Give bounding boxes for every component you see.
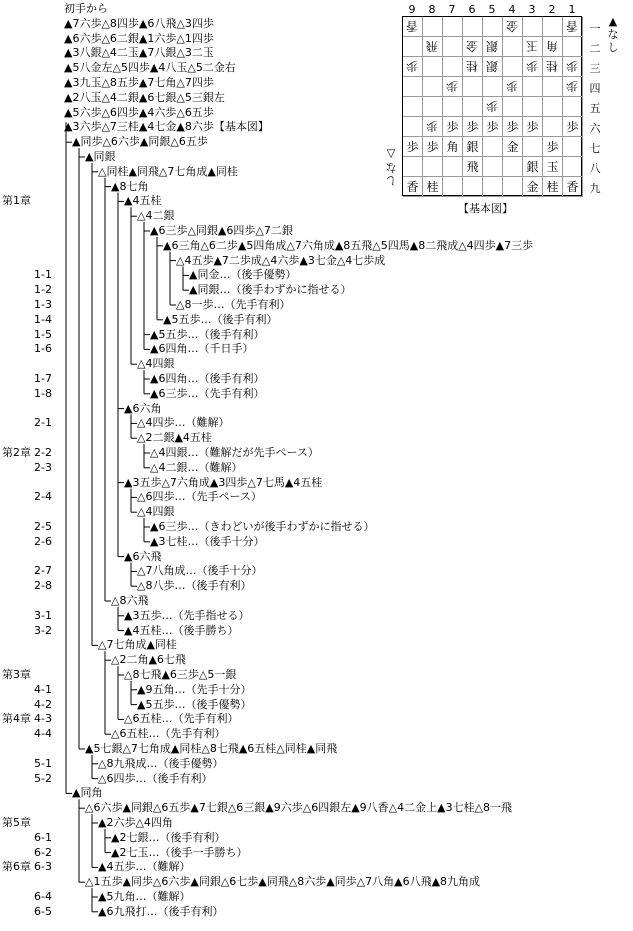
variation-label: 4-4 bbox=[34, 727, 52, 741]
variation-label: 1-5 bbox=[34, 327, 52, 341]
board-square bbox=[503, 157, 523, 177]
variation-label: 2-4 bbox=[34, 490, 52, 504]
tree-node: △2二銀▲4五桂 bbox=[137, 431, 212, 445]
piece: 香 bbox=[566, 180, 579, 194]
board-square bbox=[563, 17, 583, 37]
tree-node: ▲8七角 bbox=[111, 179, 149, 193]
piece: 歩 bbox=[506, 79, 519, 93]
piece: 玉 bbox=[546, 160, 559, 174]
board-square bbox=[403, 17, 423, 37]
file-number: 4 bbox=[508, 3, 516, 16]
rank-number: 一 bbox=[589, 22, 601, 35]
board-square bbox=[523, 77, 543, 97]
tree-node: ▲5五歩…（後手有利） bbox=[150, 327, 265, 341]
tree-node: ▲6六角 bbox=[124, 401, 162, 415]
variation-label: 1-3 bbox=[34, 298, 52, 311]
piece: 飛 bbox=[466, 160, 479, 174]
board-caption: 【基本図】 bbox=[458, 202, 513, 215]
opening-line: ▲7六歩△8四歩▲6八飛△3四歩 bbox=[64, 16, 214, 30]
file-number: 8 bbox=[428, 3, 436, 16]
tree-node: ▲2七玉…（後手一手勝ち） bbox=[111, 845, 248, 859]
piece: 歩 bbox=[566, 59, 579, 73]
opening-line: ▲2八玉△4二銀▲6七銀△5三銀左 bbox=[64, 90, 225, 104]
tree-node: △7七角成▲同桂 bbox=[98, 638, 177, 652]
board-square bbox=[423, 97, 443, 117]
opening-line: ▲3六歩△7三桂▲4七金▲8六歩【基本図】 bbox=[64, 120, 269, 134]
board-square bbox=[503, 77, 523, 97]
board-square bbox=[523, 97, 543, 117]
board-square bbox=[543, 177, 563, 197]
board-square bbox=[543, 117, 563, 137]
piece: 歩 bbox=[406, 140, 419, 154]
tree-node: △8一歩…（先手有利） bbox=[176, 298, 291, 311]
piece: 歩 bbox=[506, 120, 519, 134]
piece: 歩 bbox=[566, 120, 579, 134]
piece: 歩 bbox=[486, 120, 499, 134]
piece: 金 bbox=[526, 180, 539, 194]
sente-hand-char: ▲ bbox=[608, 15, 618, 28]
board-square bbox=[403, 57, 423, 77]
board-square bbox=[463, 17, 483, 37]
variation-label: 2-6 bbox=[34, 534, 52, 548]
file-number: 2 bbox=[548, 3, 556, 16]
board-square bbox=[563, 117, 583, 137]
variation-label: 6-4 bbox=[34, 890, 52, 903]
board-square bbox=[543, 77, 563, 97]
tree-node: △8九飛成…（後手優勢） bbox=[98, 756, 224, 770]
board-square bbox=[423, 157, 443, 177]
board-square bbox=[403, 77, 423, 97]
tree-node: △7八角成…（後手十分） bbox=[137, 564, 263, 578]
tree-node: △4二銀 bbox=[137, 209, 175, 223]
piece: 金 bbox=[506, 140, 519, 154]
piece: 歩 bbox=[566, 79, 579, 93]
file-number: 5 bbox=[488, 3, 496, 16]
tree-node: △6五桂…（先手有利） bbox=[124, 712, 239, 726]
variation-label: 6-3 bbox=[34, 860, 52, 874]
board-square bbox=[443, 97, 463, 117]
board-square bbox=[463, 137, 483, 157]
tree-node: ▲5七銀△7七角成▲同桂△8七飛▲6五桂△同桂▲同飛 bbox=[85, 742, 338, 755]
chapter-label: 第3章 bbox=[2, 668, 31, 681]
board-square bbox=[403, 97, 423, 117]
board-square bbox=[503, 37, 523, 57]
chapter-label: 第2章 bbox=[2, 446, 31, 459]
board-square bbox=[483, 137, 503, 157]
variation-label: 6-1 bbox=[34, 830, 52, 844]
rank-number: 二 bbox=[589, 42, 601, 55]
board-square bbox=[423, 77, 443, 97]
tree-node: ▲同銀…（後手わずかに指せる） bbox=[189, 283, 352, 297]
piece: 歩 bbox=[426, 119, 439, 133]
tree-node: △4四歩…（難解） bbox=[137, 416, 230, 430]
piece: 歩 bbox=[426, 140, 439, 154]
piece: 香 bbox=[406, 19, 419, 33]
piece: 歩 bbox=[546, 140, 559, 154]
piece: 玉 bbox=[526, 39, 539, 53]
board-square bbox=[463, 157, 483, 177]
board-square bbox=[563, 97, 583, 117]
tree-node: ▲5五歩…（後手有利） bbox=[163, 312, 278, 326]
variation-label: 6-5 bbox=[34, 904, 52, 918]
variation-label: 4-1 bbox=[34, 682, 52, 696]
shogi-board bbox=[402, 16, 582, 196]
chapter-label: 第4章 bbox=[2, 712, 31, 726]
piece: 銀 bbox=[526, 160, 539, 174]
board-square bbox=[443, 137, 463, 157]
rank-number: 七 bbox=[589, 142, 601, 155]
gote-hand-char: な bbox=[385, 161, 397, 174]
tree-node: △4四銀…（難解だが先手ペース） bbox=[150, 446, 319, 459]
tree-node: ▲3五歩△7六角成▲3四歩△7七馬▲4五桂 bbox=[124, 475, 323, 489]
board-square bbox=[403, 117, 423, 137]
tree-node: △8八歩…（後手有利） bbox=[137, 579, 252, 593]
rank-number: 四 bbox=[589, 82, 601, 95]
piece: 金 bbox=[506, 19, 519, 33]
tree-node: ▲同金…（後手優勢） bbox=[189, 268, 297, 282]
variation-label: 1-6 bbox=[34, 342, 52, 356]
piece: 桂 bbox=[426, 180, 439, 194]
board-square bbox=[463, 97, 483, 117]
tree-node: △4四銀 bbox=[137, 357, 175, 371]
board-square bbox=[503, 117, 523, 137]
opening-line: ▲5八金左△5四歩▲4八玉△5二金右 bbox=[64, 61, 236, 75]
tree-node: ▲同角 bbox=[72, 786, 103, 800]
variation-label: 1-4 bbox=[34, 312, 52, 326]
variation-label: 5-2 bbox=[34, 771, 52, 785]
tree-node: ▲4五桂…（後手勝ち） bbox=[124, 623, 239, 637]
tree-node: ▲4五桂 bbox=[124, 194, 162, 208]
tree-node: △4五歩▲7二歩成△4六歩▲3七金△4七歩成 bbox=[176, 253, 386, 267]
tree-node: △4二銀…（難解） bbox=[150, 460, 243, 474]
chapter-label: 第1章 bbox=[2, 194, 31, 208]
board-square bbox=[543, 57, 563, 77]
variation-label: 3-2 bbox=[34, 623, 52, 637]
board-square bbox=[443, 57, 463, 77]
variation-label: 6-2 bbox=[34, 845, 52, 859]
piece: 歩 bbox=[526, 59, 539, 73]
board-square bbox=[503, 57, 523, 77]
board-square bbox=[463, 77, 483, 97]
board-square bbox=[483, 57, 503, 77]
board-square bbox=[543, 97, 563, 117]
board-square bbox=[543, 137, 563, 157]
board-square bbox=[523, 37, 543, 57]
board-square bbox=[423, 177, 443, 197]
board-square bbox=[563, 77, 583, 97]
board-square bbox=[443, 17, 463, 37]
opening-line: ▲3八銀△4二玉▲7八銀△3二玉 bbox=[64, 46, 214, 60]
file-number: 6 bbox=[468, 3, 476, 16]
tree-node: ▲6三角△6二歩▲5四角成△7六角成▲8五飛△5四馬▲8二飛成△4四歩▲7三歩 bbox=[163, 238, 534, 252]
piece: 香 bbox=[566, 19, 579, 33]
piece: 歩 bbox=[446, 79, 459, 93]
board-square bbox=[563, 37, 583, 57]
piece: 歩 bbox=[466, 120, 479, 134]
tree-node: △同桂▲同飛△7七角成▲同桂 bbox=[98, 164, 238, 178]
tree-node: △8六飛 bbox=[111, 594, 149, 607]
piece: 香 bbox=[406, 180, 419, 194]
piece: 銀 bbox=[486, 39, 499, 53]
board-square bbox=[483, 117, 503, 137]
board-square bbox=[463, 177, 483, 197]
tree-node: △4四銀 bbox=[137, 505, 175, 519]
chapter-label: 第6章 bbox=[2, 860, 31, 874]
piece: 桂 bbox=[546, 180, 559, 194]
variation-label: 2-1 bbox=[34, 416, 52, 430]
tree-node: △6四歩…（後手有利） bbox=[98, 771, 213, 785]
tree-node: ▲2六歩△4四角 bbox=[98, 816, 173, 829]
tree-node: ▲3七桂…（後手十分） bbox=[150, 534, 265, 548]
opening-line: ▲3九玉△8五歩▲7七角△7四歩 bbox=[64, 76, 214, 89]
tree-node: △8七飛▲6三歩△5一銀 bbox=[124, 668, 237, 681]
tree-node: △6五桂…（先手有利） bbox=[111, 727, 226, 741]
piece: 角 bbox=[546, 39, 559, 53]
tree-node: △2二角▲6七飛 bbox=[111, 653, 186, 667]
variation-label: 2-7 bbox=[34, 564, 52, 578]
tree-node: ▲6三歩…（きわどいが後手わずかに指せる） bbox=[150, 520, 375, 533]
sente-hand-char: な bbox=[607, 28, 619, 41]
board-square bbox=[443, 37, 463, 57]
board-square bbox=[503, 177, 523, 197]
board-square bbox=[463, 117, 483, 137]
rank-number: 八 bbox=[589, 162, 601, 175]
tree-node: ▲6三歩…（先手有利） bbox=[150, 386, 265, 400]
tree-node: △6四歩…（先手ペース） bbox=[137, 490, 262, 504]
board-square bbox=[403, 37, 423, 57]
tree-node: ▲9五角…（先手十分） bbox=[137, 682, 252, 696]
tree-node: △6六歩▲同銀△6五歩▲7七銀△6三銀▲9六歩△6四銀左▲9八香△4二金上▲3七桂△8一飛 bbox=[85, 801, 513, 815]
tree-node: ▲6六飛 bbox=[124, 549, 162, 563]
board-square bbox=[543, 17, 563, 37]
board-square bbox=[423, 117, 443, 137]
board-square bbox=[523, 17, 543, 37]
piece: 歩 bbox=[526, 120, 539, 134]
board-square bbox=[423, 37, 443, 57]
board-square bbox=[523, 157, 543, 177]
sente-hand-char: し bbox=[607, 41, 619, 54]
board-square bbox=[423, 137, 443, 157]
tree-node: ▲5九角…（難解） bbox=[98, 890, 191, 903]
rank-number: 三 bbox=[589, 62, 601, 75]
variation-label: 3-1 bbox=[34, 608, 52, 622]
tree-node: ▲6三歩△同銀▲6四歩△7二銀 bbox=[150, 224, 293, 237]
board-square bbox=[443, 157, 463, 177]
board-square bbox=[523, 117, 543, 137]
variation-label: 1-8 bbox=[34, 386, 52, 400]
board-square bbox=[563, 177, 583, 197]
tree-node: ▲同歩△6六歩▲同銀△6五歩 bbox=[72, 135, 208, 149]
board-square bbox=[543, 37, 563, 57]
gote-hand-char: △ bbox=[386, 148, 396, 161]
board-square bbox=[423, 17, 443, 37]
piece: 桂 bbox=[466, 59, 479, 73]
board-square bbox=[483, 17, 503, 37]
variation-label: 5-1 bbox=[34, 756, 52, 770]
file-number: 9 bbox=[408, 3, 416, 16]
tree-node: ▲6四角…（千日手） bbox=[150, 342, 254, 356]
tree-node: ▲3五歩…（先手指せる） bbox=[124, 608, 250, 622]
board-square bbox=[443, 117, 463, 137]
variation-label: 2-2 bbox=[34, 446, 52, 459]
piece: 歩 bbox=[406, 59, 419, 73]
variation-label: 1-7 bbox=[34, 372, 52, 385]
variation-label: 2-5 bbox=[34, 520, 52, 533]
board-square bbox=[463, 37, 483, 57]
opening-line: ▲6六歩△6二銀▲1六歩△1四歩 bbox=[64, 31, 214, 45]
board-square bbox=[483, 77, 503, 97]
file-number: 7 bbox=[448, 3, 456, 16]
rank-number: 五 bbox=[589, 102, 601, 115]
piece: 金 bbox=[466, 39, 479, 53]
piece: 歩 bbox=[486, 99, 499, 113]
rank-number: 六 bbox=[589, 122, 601, 135]
piece: 歩 bbox=[446, 120, 459, 134]
board-square bbox=[503, 97, 523, 117]
board-square bbox=[483, 157, 503, 177]
opening-line: ▲5六歩△6四歩▲4六歩△6五歩 bbox=[64, 105, 214, 119]
tree-node: ▲2七銀…（後手有利） bbox=[111, 830, 226, 844]
piece: 銀 bbox=[466, 140, 479, 154]
tree-node: △1五歩▲同歩△6六歩▲同銀△6七歩▲同飛△8六歩▲同歩△7八角▲6八飛▲8九角成 bbox=[85, 875, 481, 889]
file-number: 1 bbox=[568, 3, 576, 16]
board-square bbox=[563, 137, 583, 157]
board-square bbox=[543, 157, 563, 177]
board-square bbox=[443, 177, 463, 197]
tree-node: ▲同銀 bbox=[85, 150, 116, 163]
board-square bbox=[483, 177, 503, 197]
chapter-label: 第5章 bbox=[2, 816, 31, 829]
board-square bbox=[523, 57, 543, 77]
variation-label: 4-2 bbox=[34, 697, 52, 711]
variation-label: 4-3 bbox=[34, 712, 52, 726]
rank-number: 九 bbox=[589, 182, 601, 195]
board-square bbox=[403, 137, 423, 157]
variation-label: 1-1 bbox=[34, 268, 52, 282]
tree-node: ▲4五歩…（難解） bbox=[98, 860, 191, 874]
variation-label: 1-2 bbox=[34, 283, 52, 297]
board-square bbox=[563, 157, 583, 177]
board-square bbox=[503, 17, 523, 37]
board-square bbox=[443, 77, 463, 97]
board-square bbox=[523, 177, 543, 197]
variation-label: 2-8 bbox=[34, 579, 52, 593]
file-number: 3 bbox=[528, 3, 536, 16]
board-square bbox=[483, 37, 503, 57]
piece: 桂 bbox=[546, 59, 559, 73]
board-square bbox=[503, 137, 523, 157]
piece: 銀 bbox=[486, 59, 499, 73]
variation-label: 2-3 bbox=[34, 460, 52, 474]
piece: 角 bbox=[446, 140, 459, 154]
board-square bbox=[423, 57, 443, 77]
board-square bbox=[403, 177, 423, 197]
tree-node: ▲6四角…（後手有利） bbox=[150, 372, 265, 385]
board-square bbox=[403, 157, 423, 177]
tree-node: ▲5五歩…（後手優勢） bbox=[137, 697, 252, 711]
header-text: 初手から bbox=[64, 2, 108, 15]
tree-node: ▲6九飛打…（後手有利） bbox=[98, 904, 224, 918]
board-square bbox=[463, 57, 483, 77]
piece: 飛 bbox=[426, 39, 439, 53]
gote-hand-char: し bbox=[385, 174, 397, 187]
board-square bbox=[483, 97, 503, 117]
board-square bbox=[523, 137, 543, 157]
board-square bbox=[563, 57, 583, 77]
